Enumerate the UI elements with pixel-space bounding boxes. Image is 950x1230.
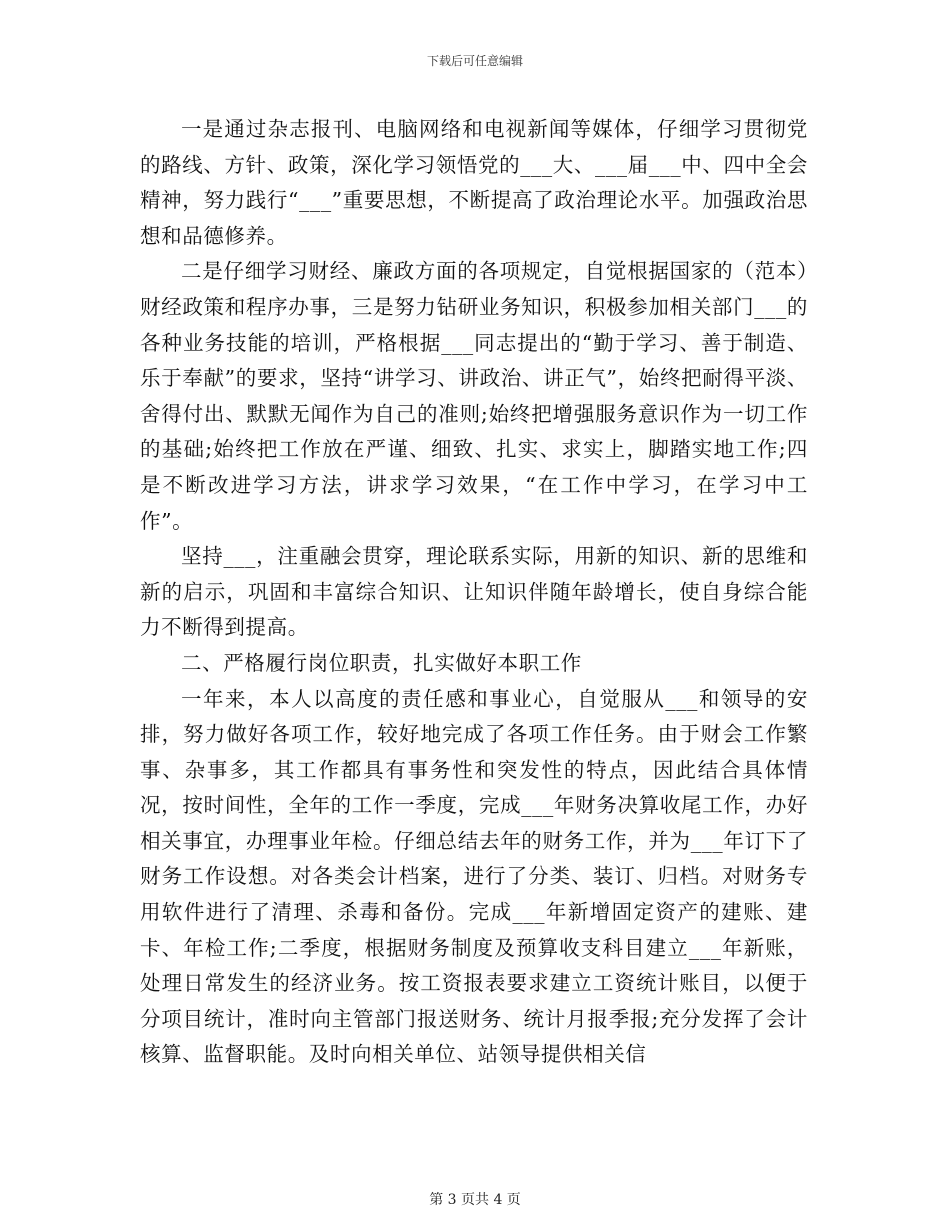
paragraph-study-media: 一是通过杂志报刊、电脑网络和电视新闻等媒体，仔细学习贯彻党的路线、方针、政策，深化学习领悟党的___大、___届___中、四中全会精神，努力践行“___”重要思想，不断提高了政治理论水平。加强政治思想和品德修养。 (140, 117, 808, 248)
paragraph-yearly-work: 一年来，本人以高度的责任感和事业心，自觉服从___和领导的安排，努力做好各项工作，较好地完成了各项工作任务。由于财会工作繁事、杂事多，其工作都具有事务性和突发性的特点，因此结合具体情况，按时间性，全年的工作一季度，完成___年财务决算收尾工作，办好相关事宜，办理事业年检。仔细总结去年的财务工作，并为___年订下了财务工作设想。对各类会计档案，进行了分类、装订、归档。对财务专用软件进行了清理、杀毒和备份。完成___年新增固定资产的建账、建卡、年检工作;二季度，根据财务制度及预算收支科目建立___年新账，处理日常发生的经济业务。按工资报表要求建立工资统计账目，以便于分项目统计，准时向主管部门报送财务、统计月报季报;充分发挥了会计核算、监督职能。及时向相关单位、站领导提供相关信 (140, 686, 808, 1067)
page-header: 下载后可任意编辑 (426, 54, 523, 68)
document-body (140, 112, 808, 1073)
paragraph-finance-rules: 二是仔细学习财经、廉政方面的各项规定，自觉根据国家的（范本）财经政策和程序办事，三是努力钻研业务知识，积极参加相关部门___的各种业务技能的培训，严格根据___同志提出的“勤于学习、善于制造、乐于奉献”的要求，坚持“讲学习、讲政治、讲正气”，始终把耐得平淡、舍得付出、默默无闻作为自己的准则;始终把增强服务意识作为一切工作的基础;始终把工作放在严谨、细致、扎实、求实上，脚踏实地工作;四是不断改进学习方法，讲求学习效果，“在工作中学习，在学习中工作”。 (140, 259, 808, 533)
paragraph-persist: 坚持___，注重融会贯穿，理论联系实际，用新的知识、新的思维和新的启示，巩固和丰富综合知识、让知识伴随年龄增长，使自身综合能力不断得到提高。 (140, 544, 808, 640)
section-heading-duties: 二、严格履行岗位职责，扎实做好本职工作 (181, 650, 582, 675)
page-footer: 第 3 页共 4 页 (429, 1192, 521, 1208)
